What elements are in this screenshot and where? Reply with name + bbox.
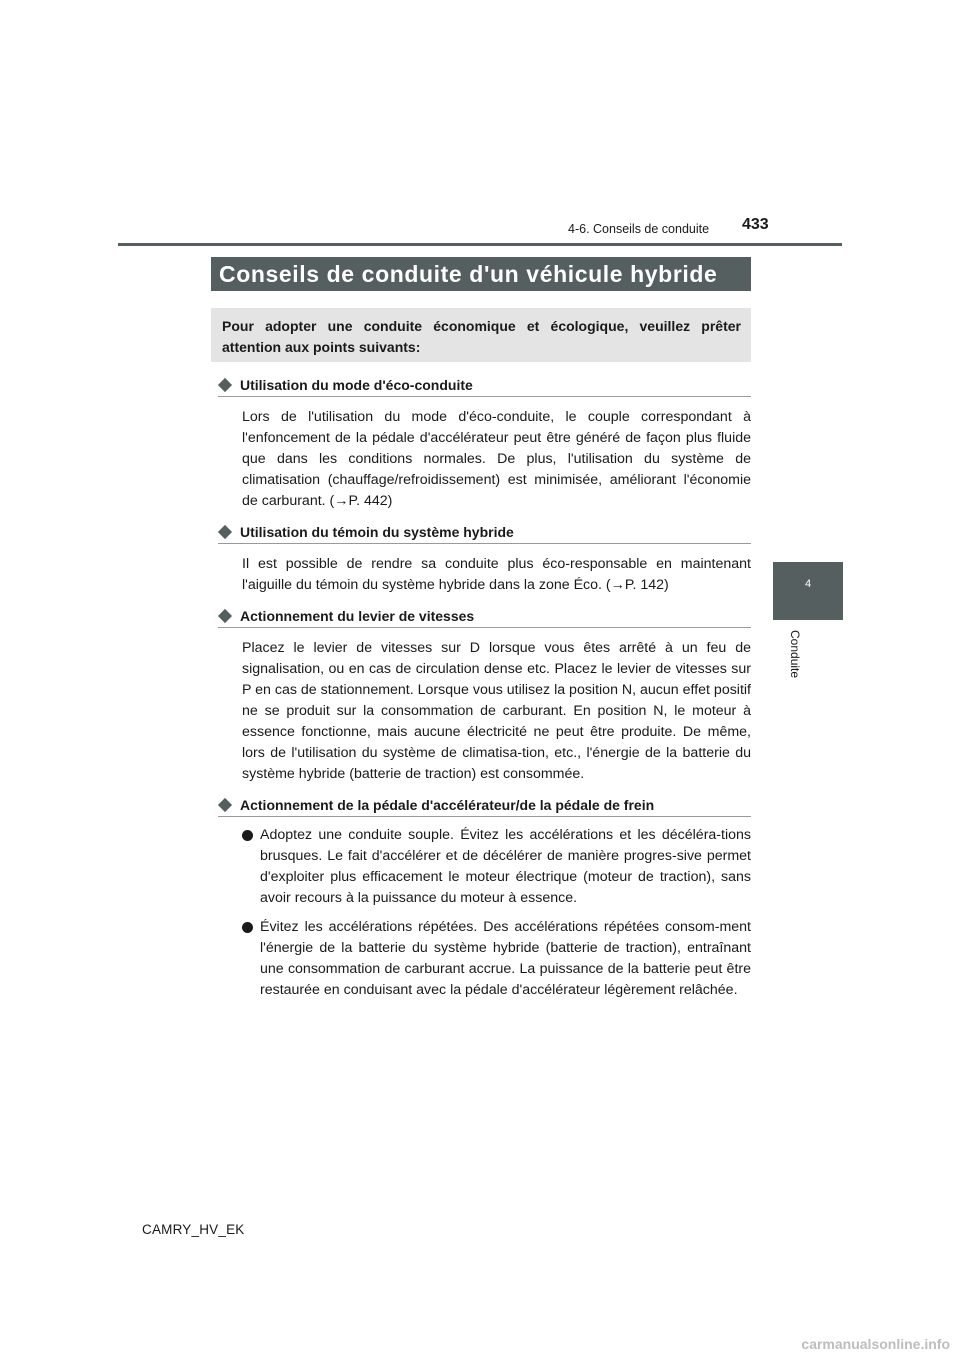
- diamond-bullet-icon: [218, 797, 232, 811]
- diamond-bullet-icon: [218, 608, 232, 622]
- content: [218, 375, 751, 1001]
- intro-text: Pour adopter une conduite économique et écologique, veuillez prêter attention aux points suivants:: [222, 318, 741, 355]
- section-heading-pedals: [218, 795, 751, 817]
- list-item: [242, 825, 751, 909]
- chapter-tab-number: 4: [804, 578, 812, 590]
- section-heading-hybrid-indicator: [218, 522, 751, 544]
- section-paragraph: Il est possible de rendre sa conduite plus éco-responsable en maintenant l'aiguille du témoin du système hybride dans la zone Éco. (→P. 142): [242, 556, 751, 593]
- diamond-bullet-icon: [218, 524, 232, 538]
- section-heading-eco-mode: [218, 375, 751, 397]
- section-heading-text: Utilisation du mode d'éco-conduite: [240, 376, 473, 393]
- header-rule: [118, 243, 842, 246]
- page-number: 433: [742, 216, 769, 233]
- page-title: Conseils de conduite d'un véhicule hybride: [219, 260, 718, 287]
- intro-box: [211, 308, 751, 362]
- page-title-bar: [211, 257, 751, 291]
- chapter-tab-label-text: Conduite: [788, 630, 802, 679]
- circle-bullet-icon: [242, 922, 253, 933]
- circle-bullet-icon: [242, 830, 253, 841]
- section-heading-text: Actionnement du levier de vitesses: [240, 607, 475, 624]
- section-paragraph: Lors de l'utilisation du mode d'éco-conduite, le couple correspondant à l'enfoncement de la pédale d'accélérateur peut être généré de façon plus fluide que dans les conditions normales. De plus, l'utilisation du système de climatisation (chauffage/refroidissement) est minimisée, améliorant l'économie de carburant. (→P. 442): [242, 409, 751, 509]
- section-heading-text: Actionnement de la pédale d'accélérateur/de la pédale de frein: [240, 796, 655, 813]
- diamond-bullet-icon: [218, 377, 232, 391]
- list-item-text: Adoptez une conduite souple. Évitez les accélérations et les décéléra-tions brusques. Le fait d'accélérer et de décélérer de manière progres-sive permet d'exploiter plus efficacement le moteur électrique (moteur de traction), sans avoir recours à la puissance du moteur à essence.: [260, 827, 751, 906]
- chapter-tab[interactable]: [773, 562, 843, 620]
- footer-model-code: CAMRY_HV_EK: [142, 1222, 245, 1237]
- section-label: 4-6. Conseils de conduite: [568, 222, 710, 236]
- section-heading-text: Utilisation du témoin du système hybride: [240, 523, 514, 540]
- watermark: carmanualsonline.info: [801, 1336, 950, 1352]
- list-item-text: Évitez les accélérations répétées. Des accélérations répétées consom-ment l'énergie de la batterie du système hybride (batterie de traction), entraînant une consommation de carburant accrue. La puissance de la batterie peut être restaurée en conduisant avec la pédale d'accélérateur légèrement relâchée.: [260, 919, 751, 998]
- chapter-tab-label: [785, 630, 805, 690]
- section-paragraph: Placez le levier de vitesses sur D lorsque vous êtes arrêté à un feu de signalisation, ou en cas de circulation dense etc. Placez le levier de vitesses sur P en cas de stationnement. Lorsque vous utilisez la position N, aucun effet positif ne se produit sur la consommation de carburant. En position N, le moteur à essence fonctionne, mais aucune électricité ne peut être produite. De même, lors de l'utilisation du système de climatisa-tion, etc., l'énergie de la batterie du système hybride (batterie de traction) est consommée.: [242, 640, 751, 782]
- section-heading-shift-lever: [218, 606, 751, 628]
- list-item: [242, 917, 751, 1001]
